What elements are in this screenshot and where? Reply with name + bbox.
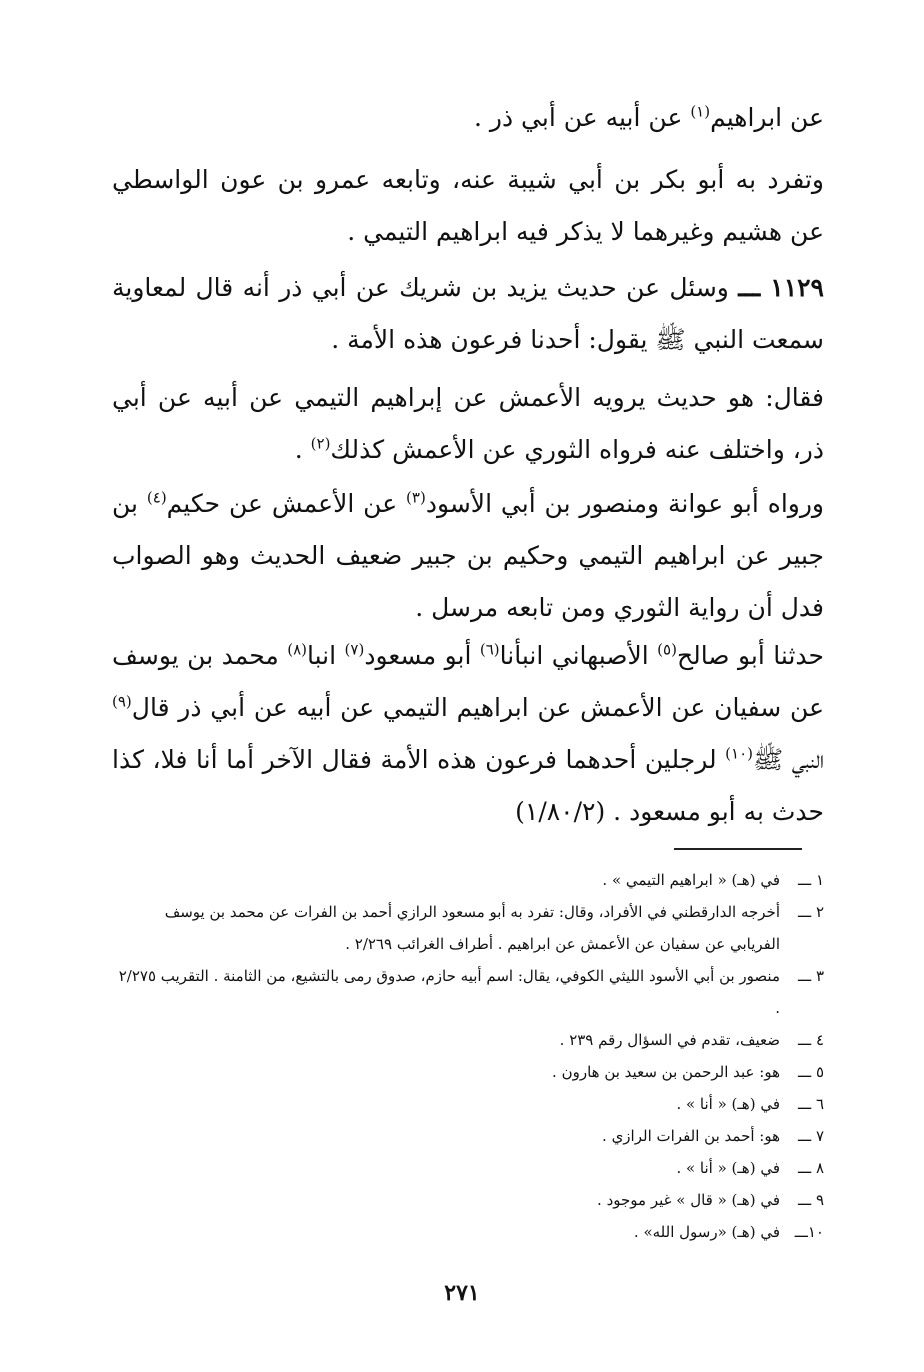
footnote-text: في (هـ) « ابراهيم التيمي » . (602, 871, 780, 889)
footnote-ref-4: (٤) (146, 488, 167, 507)
footnote-text: أخرجه الدارقطني في الأفراد، وقال: تفرد به أبو مسعود الرازي أحمد بن الفرات عن محمد بن يوسف الفريابي عن سفيان عن الأعمش عن ابراهيم . أطراف الغرائب ٢/٢٦٩ . (164, 903, 780, 953)
footnote-text: ضعيف، تقدم في السؤال رقم ٢٣٩ . (559, 1031, 780, 1049)
text: عن الأعمش عن حكيم (166, 489, 407, 518)
footnote-ref-10: (١٠) (725, 744, 754, 763)
text: لرجلين أحدهما فرعون هذه الأمة فقال الآخر أما أنا فلا، كذا حدث به أبو مسعود . (١/٨٠/٢) (112, 745, 824, 826)
footnote (112, 1184, 824, 1216)
footnote (112, 1152, 824, 1184)
paragraph-3 (112, 262, 824, 366)
footnote-text: في (هـ) « قال » غير موجود . (597, 1191, 780, 1209)
footnote-number: ١٠ـــ (794, 1223, 824, 1241)
text: انبا (306, 641, 345, 670)
footnote-number: ٧ ـــ (797, 1127, 824, 1145)
text: حدثنا أبو صالح (676, 641, 824, 670)
footnote-text: هو: أحمد بن الفرات الرازي . (602, 1127, 780, 1145)
text: وسئل عن حديث يزيد بن شريك عن أبي ذر أنه قال لمعاوية سمعت النبي ﷺ يقول: أحدنا فرعون هذه الأمة . (112, 273, 824, 354)
footnote-number: ٩ ـــ (797, 1191, 824, 1209)
footnote-text: في (هـ) « أنا » . (676, 1095, 780, 1113)
footnote-ref-1: (١) (690, 102, 711, 121)
paragraph-5 (112, 478, 824, 634)
footnote-number: ١ ـــ (797, 871, 824, 889)
footnote (112, 1056, 824, 1088)
text: عن أبيه عن أبي ذر . (473, 103, 691, 132)
footnote-ref-9: (٩) (112, 692, 132, 711)
footnote-ref-5: (٥) (657, 640, 677, 659)
text: فقال: هو حديث يرويه الأعمش عن إبراهيم التيمي عن أبيه عن أبي ذر، واختلف عنه فرواه الثوري عن الأعمش كذلك (112, 383, 824, 464)
text: . (294, 435, 311, 464)
footnote-number: ٦ ـــ (797, 1095, 824, 1113)
footnote (112, 1216, 824, 1248)
text: عن ابراهيم (710, 103, 824, 132)
footnote-ref-3: (٣) (406, 488, 426, 507)
text: محمد بن يوسف عن سفيان عن الأعمش عن ابراهيم التيمي عن أبيه عن أبي ذر قال (112, 641, 824, 722)
footnote (112, 1088, 824, 1120)
footnote-ref-7: (٧) (344, 640, 365, 659)
footnote-number: ٣ ـــ (797, 967, 824, 985)
footnote (112, 960, 824, 1024)
footnote-text: منصور بن أبي الأسود الليثي الكوفي، يقال: اسم أبيه حازم، صدوق رمى بالتشيع، من الثامنة . التقريب ٢/٢٧٥ . (118, 967, 780, 1017)
footnote-number: ٨ ـــ (797, 1159, 824, 1177)
footnote-ref-8: (٨) (287, 640, 307, 659)
text: بن جبير عن ابراهيم التيمي وحكيم بن جبير ضعيف الحديث وهو الصواب فدل أن رواية الثوري ومن تابعه مرسل . (112, 489, 824, 622)
footnote-text: في (هـ) «رسول الله» . (633, 1223, 780, 1241)
footnote-number: ٤ ـــ (797, 1031, 824, 1049)
footnote-text: في (هـ) « أنا » . (676, 1159, 780, 1177)
footnote-number: ٥ ـــ (797, 1063, 824, 1081)
footnote-ref-2: (٢) (310, 434, 331, 453)
text: أبو مسعود (364, 641, 480, 670)
text: النبي ﷺ (753, 745, 824, 774)
footnote (112, 1120, 824, 1152)
text: الأصبهاني انبأنا (499, 641, 658, 670)
paragraph-2: وتفرد به أبو بكر بن أبي شيبة عنه، وتابعه عمرو بن عون الواسطي عن هشيم وغيرهما لا يذكر فيه ابراهيم التيمي . (112, 165, 824, 246)
footnote (112, 1024, 824, 1056)
paragraph-4 (112, 372, 824, 476)
footnote-text: هو: عبد الرحمن بن سعيد بن هارون . (552, 1063, 780, 1081)
footnotes-list (112, 864, 824, 1248)
text: ورواه أبو عوانة ومنصور بن أبي الأسود (425, 489, 824, 518)
paragraph-1 (112, 92, 824, 144)
footnote (112, 864, 824, 896)
paragraph-6 (112, 630, 824, 838)
footnote (112, 896, 824, 960)
footnote-divider (674, 848, 802, 850)
page-number: ٢٧١ (444, 1280, 480, 1306)
entry-number: ١١٢٩ ـــ (738, 273, 824, 302)
footnote-ref-6: (٦) (479, 640, 500, 659)
footnote-number: ٢ ـــ (797, 903, 824, 921)
